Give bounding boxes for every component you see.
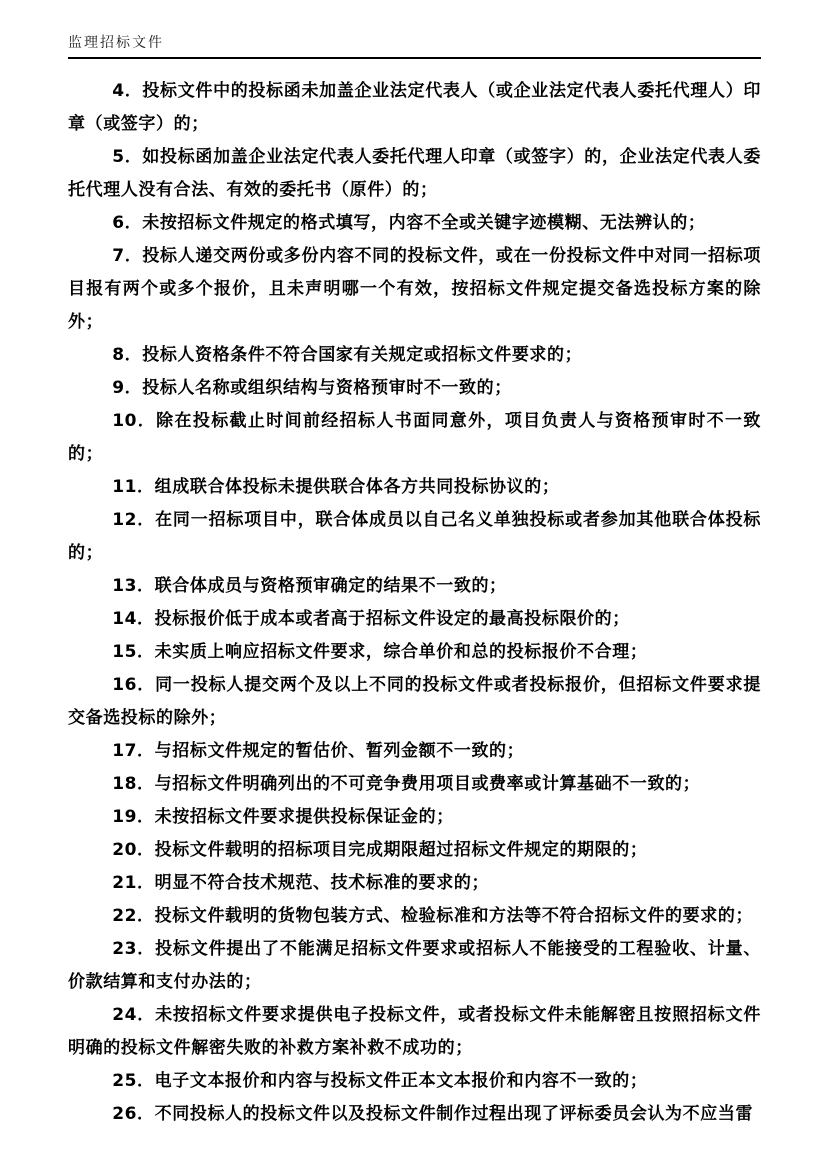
list-item: 12．在同一招标项目中，联合体成员以自己名义单独投标或者参加其他联合体投标的； <box>68 510 761 563</box>
list-item: 8．投标人资格条件不符合国家有关规定或招标文件要求的； <box>112 345 583 365</box>
list-item: 19．未按招标文件要求提供投标保证金的； <box>112 807 454 827</box>
list-item: 18．与招标文件明确列出的不可竞争费用项目或费率或计算基础不一致的； <box>112 774 701 794</box>
list-item: 24．未按招标文件要求提供电子投标文件，或者投标文件未能解密且按照招标文件明确的投标文件解密失败的补救方案补救不成功的； <box>68 1005 761 1058</box>
list-item: 9．投标人名称或组织结构与资格预审时不一致的； <box>112 378 512 398</box>
list-item: 4．投标文件中的投标函未加盖企业法定代表人（或企业法定代表人委托代理人）印章（或签字）的； <box>68 81 761 134</box>
list-item: 22．投标文件载明的货物包装方式、检验标准和方法等不符合招标文件的要求的； <box>112 906 754 926</box>
document-body <box>68 75 761 1131</box>
page-header <box>68 32 761 59</box>
list-item: 25．电子文本报价和内容与投标文件正本文本报价和内容不一致的； <box>112 1071 648 1091</box>
list-item: 10．除在投标截止时间前经招标人书面同意外，项目负责人与资格预审时不一致的； <box>68 411 761 464</box>
document-header-title: 监理招标文件 <box>68 35 164 51</box>
list-item: 14．投标报价低于成本或者高于招标文件设定的最高投标限价的； <box>112 609 630 629</box>
list-item: 5．如投标函加盖企业法定代表人委托代理人印章（或签字）的，企业法定代表人委托代理人没有合法、有效的委托书（原件）的； <box>68 147 761 200</box>
list-item: 11．组成联合体投标未提供联合体各方共同投标协议的； <box>112 477 560 497</box>
list-item: 23．投标文件提出了不能满足招标文件要求或招标人不能接受的工程验收、计量、价款结算和支付办法的； <box>68 939 761 992</box>
list-item: 21．明显不符合技术规范、技术标准的要求的； <box>112 873 490 893</box>
list-item: 13．联合体成员与资格预审确定的结果不一致的； <box>112 576 507 596</box>
list-item: 17．与招标文件规定的暂估价、暂列金额不一致的； <box>112 741 525 761</box>
list-item: 20．投标文件载明的招标项目完成期限超过招标文件规定的期限的； <box>112 840 648 860</box>
list-item: 15．未实质上响应招标文件要求，综合单价和总的投标报价不合理； <box>112 642 648 662</box>
list-item: 7．投标人递交两份或多份内容不同的投标文件，或在一份投标文件中对同一招标项目报有两个或多个报价，且未声明哪一个有效，按招标文件规定提交备选投标方案的除外； <box>68 246 761 332</box>
list-item: 16．同一投标人提交两个及以上不同的投标文件或者投标报价，但招标文件要求提交备选投标的除外； <box>68 675 761 728</box>
list-item: 6．未按招标文件规定的格式填写，内容不全或关键字迹模糊、无法辨认的； <box>112 213 706 233</box>
list-item: 26．不同投标人的投标文件以及投标文件制作过程出现了评标委员会认为不应当雷 <box>112 1104 754 1124</box>
